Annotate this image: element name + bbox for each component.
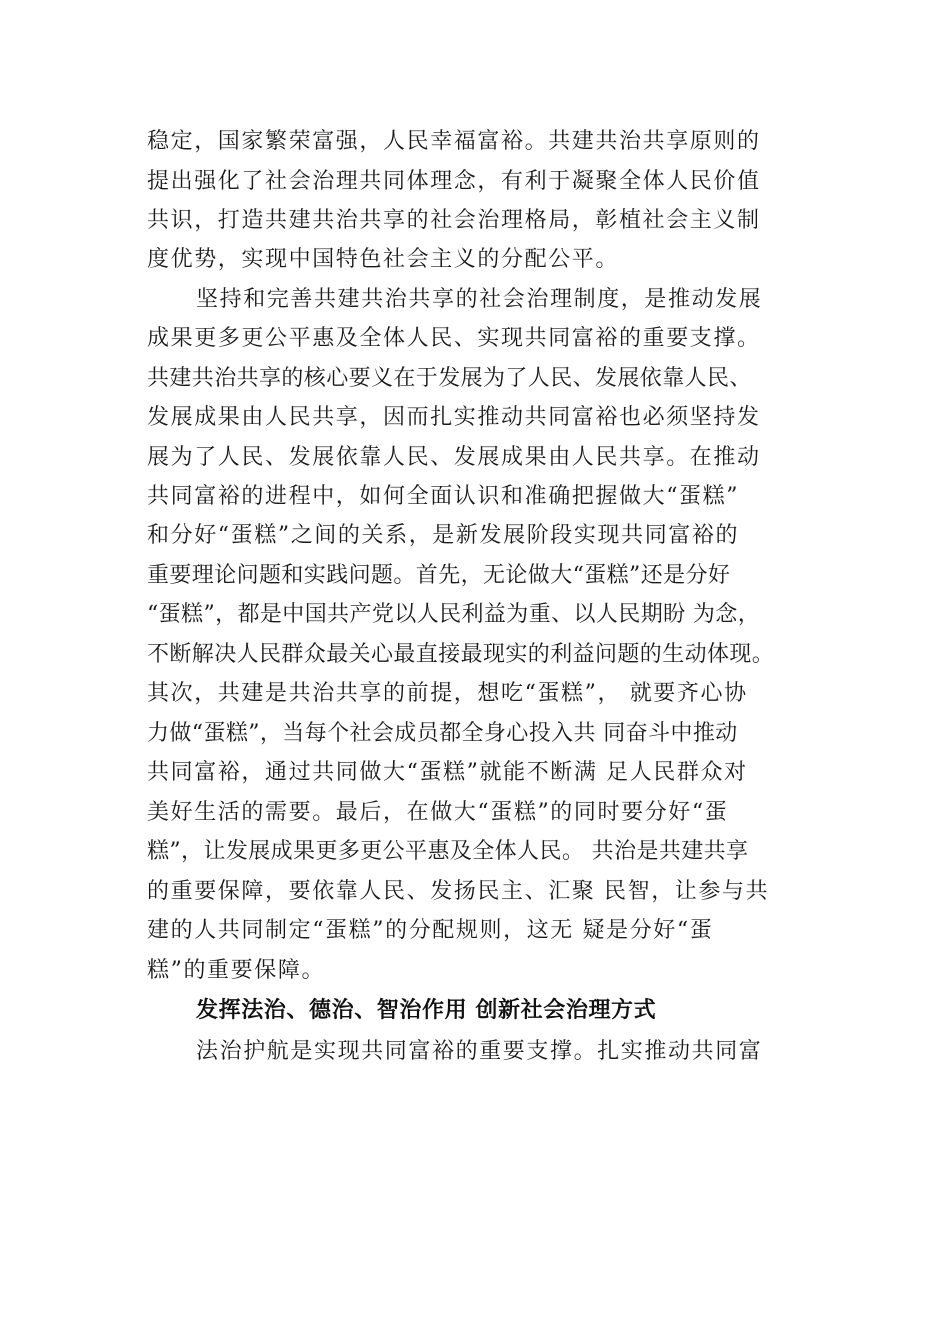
text-line: 建的人共同制定“蛋糕”的分配规则，这无 疑是分好“蛋 bbox=[147, 918, 714, 943]
text-line: 发展成果由人民共享，因而扎实推动共同富裕也必须坚持发 bbox=[147, 405, 761, 430]
text-line: 提出强化了社会治理共同体理念，有利于凝聚全体人民价值 bbox=[147, 169, 761, 194]
text-line: 的重要保障，要依靠人民、发扬民主、汇聚 民智，让参与共 bbox=[147, 879, 770, 904]
text-line: 美好生活的需要。最后，在做大“蛋糕”的同时要分好“蛋 bbox=[147, 800, 729, 825]
text-line: 共建共治共享的核心要义在于发展为了人民、发展依靠人民、 bbox=[147, 366, 752, 391]
text-line: 不断解决人民群众最关心最直接最现实的利益问题的生动体现。 bbox=[147, 642, 775, 667]
text-line: 稳定，国家繁荣富强，人民幸福富裕。共建共治共享原则的 bbox=[147, 129, 761, 154]
text-line: 共识，打造共建共治共享的社会治理格局，彰植社会主义制 bbox=[147, 208, 761, 233]
text-line: 度优势，实现中国特色社会主义的分配公平。 bbox=[147, 247, 620, 272]
text-line: 成果更多更公平惠及全体人民、实现共同富裕的重要支撑。 bbox=[147, 326, 761, 351]
text-line: 展为了人民、发展依靠人民、发展成果由人民共享。在推动 bbox=[147, 445, 761, 470]
paragraph-start-line: 法治护航是实现共同富裕的重要支撑。扎实推动共同富 bbox=[196, 1039, 763, 1064]
text-line: 共同富裕，通过共同做大“蛋糕”就能不断满 足人民群众对 bbox=[147, 760, 748, 785]
text-line: 其次，共建是共治共享的前提，想吃“蛋糕”， 就要齐心协 bbox=[147, 681, 748, 706]
paragraph-start-line: 坚持和完善共建共治共享的社会治理制度，是推动发展 bbox=[196, 287, 763, 312]
text-line: 糕”的重要保障。 bbox=[147, 958, 326, 983]
text-line: 共同富裕的进程中，如何全面认识和准确把握做大“蛋糕” bbox=[147, 484, 740, 509]
text-line: 重要理论问题和实践问题。首先，无论做大“蛋糕”还是分好 bbox=[147, 563, 731, 588]
text-line: 和分好“蛋糕”之间的关系，是新发展阶段实现共同富裕的 bbox=[147, 523, 740, 548]
section-heading: 发挥法治、德治、智治作用 创新社会治理方式 bbox=[196, 998, 657, 1023]
text-line: 糕”，让发展成果更多更公平惠及全体人民。 共治是共建共享 bbox=[147, 839, 749, 864]
text-line: “蛋糕”，都是中国共产党以人民利益为重、以人民期盼 为念， bbox=[147, 602, 761, 627]
text-line: 力做“蛋糕”，当每个社会成员都全身心投入共 同奋斗中推动 bbox=[147, 721, 738, 746]
